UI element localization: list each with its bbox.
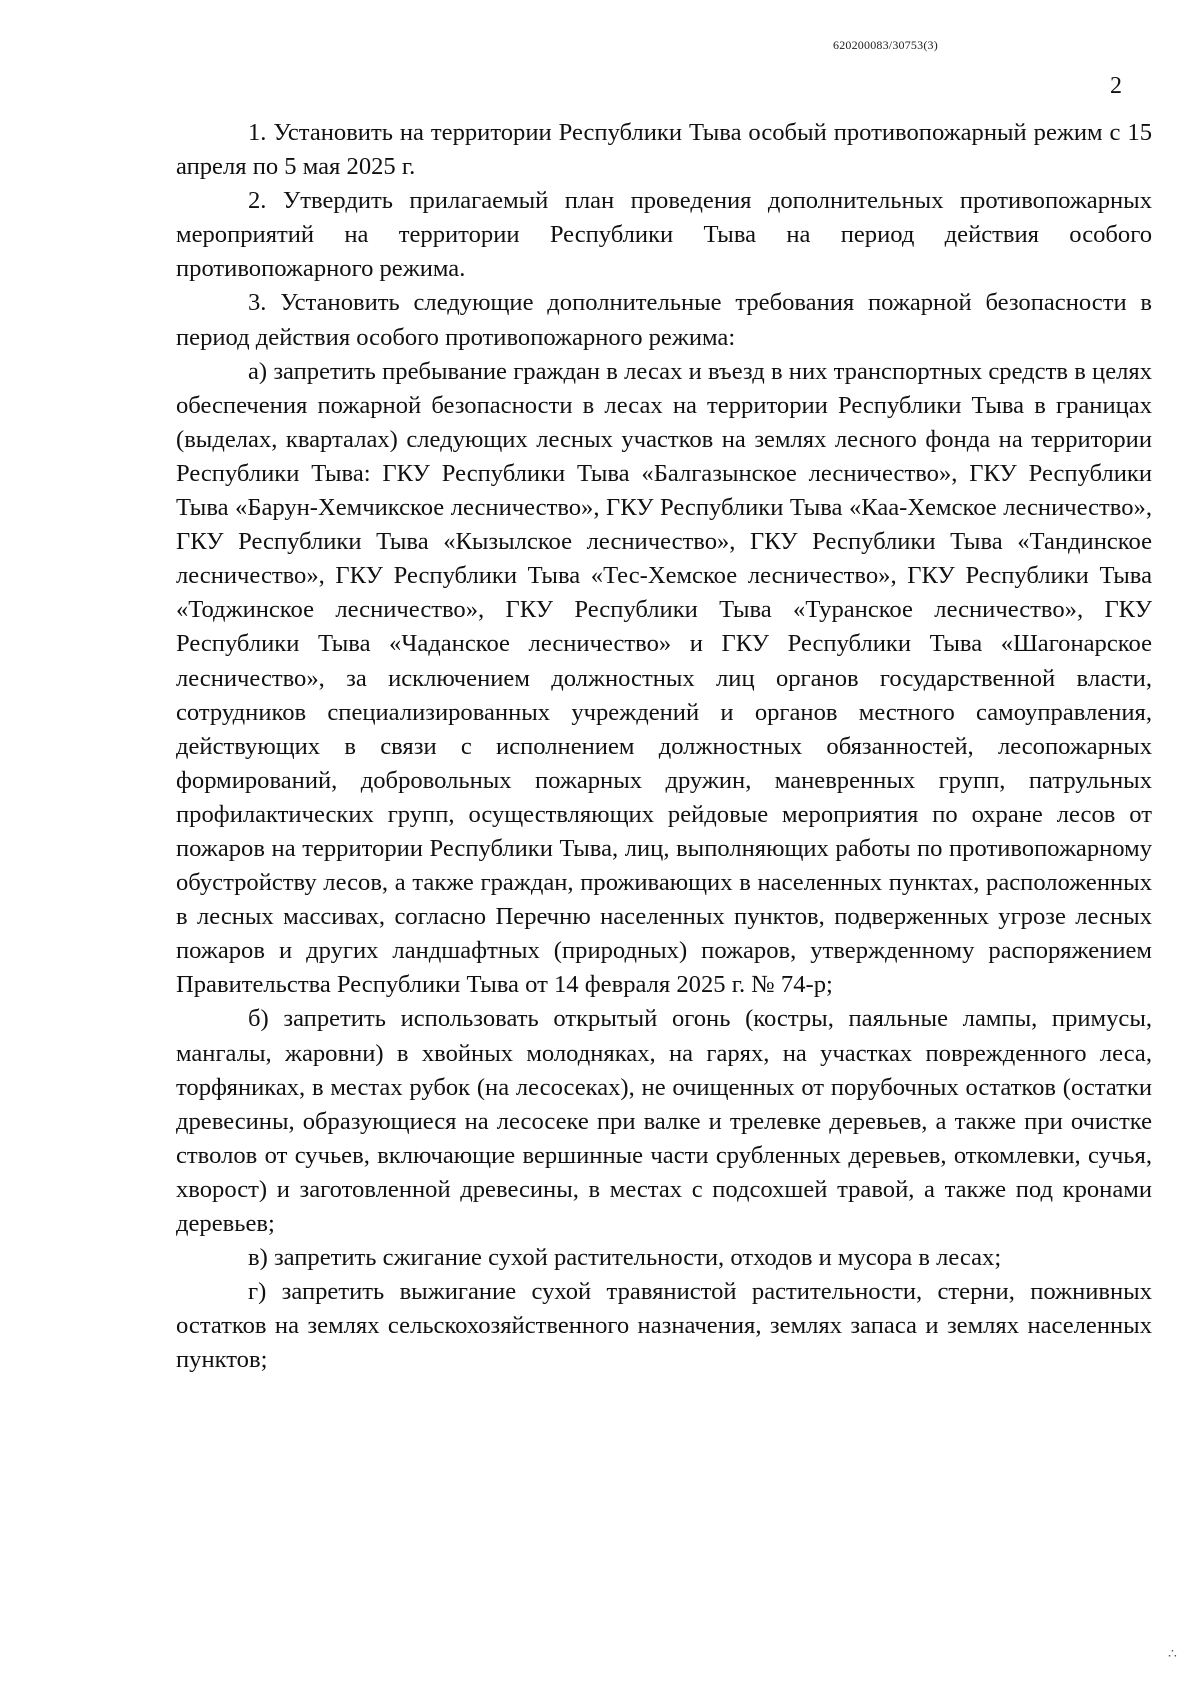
paragraph-1: 1. Установить на территории Республики Тыва особый противопожарный режим с 15 апреля по 5 мая 2025 г. [176, 119, 1152, 181]
paragraph-3g: г) запретить выжигание сухой травянистой растительности, стерни, пожнивных остатков на землях сельскохозяйственного назначения, землях запаса и землях населенных пунктов; [176, 1278, 1152, 1374]
document-registration-number: 620200083/30753(3) [833, 38, 938, 52]
scan-edge-mark: ∴ [1168, 1647, 1177, 1662]
paragraph-3b: б) запретить использовать открытый огонь (костры, паяльные лампы, примусы, мангалы, жаровни) в хвойных молодняках, на гарях, на участках поврежденного леса, торфяниках, в местах рубок (на лесосеках), не очищенных от порубочных остатков (остатки древесины, образующиеся на лесосеке при валке и трелевке деревьев, а также при очистке стволов от сучьев, включающие вершинные части срубленных деревьев, откомлевки, сучья, хворост) и заготовленной древесины, в местах с подсохшей травой, а также под кронами деревьев; [176, 1005, 1152, 1237]
page-number: 2 [1110, 73, 1122, 99]
paragraph-3v: в) запретить сжигание сухой растительности, отходов и мусора в лесах; [248, 1244, 1002, 1272]
paragraph-2: 2. Утвердить прилагаемый план проведения дополнительных противопожарных мероприятий на территории Республики Тыва на период действия особого противопожарного режима. [176, 187, 1152, 283]
document-body [176, 116, 1152, 1377]
paragraph-3: 3. Установить следующие дополнительные требования пожарной безопасности в период действия особого противопожарного режима: [176, 289, 1152, 351]
paragraph-3a: а) запретить пребывание граждан в лесах и въезд в них транспортных средств в целях обеспечения пожарной безопасности в лесах на территории Республики Тыва в границах (выделах, кварталах) следующих лесных участков на землях лесного фонда на территории Республики Тыва: ГКУ Республики Тыва «Балгазынское лесничество», ГКУ Республики Тыва «Барун-Хемчикское лесничество», ГКУ Республики Тыва «Каа-Хемское лесничество», ГКУ Республики Тыва «Кызылское лесничество», ГКУ Республики Тыва «Тандинское лесничество», ГКУ Республики Тыва «Тес-Хемское лесничество», ГКУ Республики Тыва «Тоджинское лесничество», ГКУ Республики Тыва «Туранское лесничество», ГКУ Республики Тыва «Чаданское лесничество» и ГКУ Республики Тыва «Шагонарское лесничество», за исключением должностных лиц органов государственной власти, сотрудников специализированных учреждений и органов местного самоуправления, действующих в связи с исполнением должностных обязанностей, лесопожарных формирований, добровольных пожарных дружин, маневренных групп, патрульных профилактических групп, осуществляющих рейдовые мероприятия по охране лесов от пожаров на территории Республики Тыва, лиц, выполняющих работы по противопожарному обустройству лесов, а также граждан, проживающих в населенных пунктах, расположенных в лесных массивах, согласно Перечню населенных пунктов, подверженных угрозе лесных пожаров и других ландшафтных (природных) пожаров, утвержденному распоряжением Правительства Республики Тыва от 14 февраля 2025 г. № 74-р; [176, 357, 1152, 999]
